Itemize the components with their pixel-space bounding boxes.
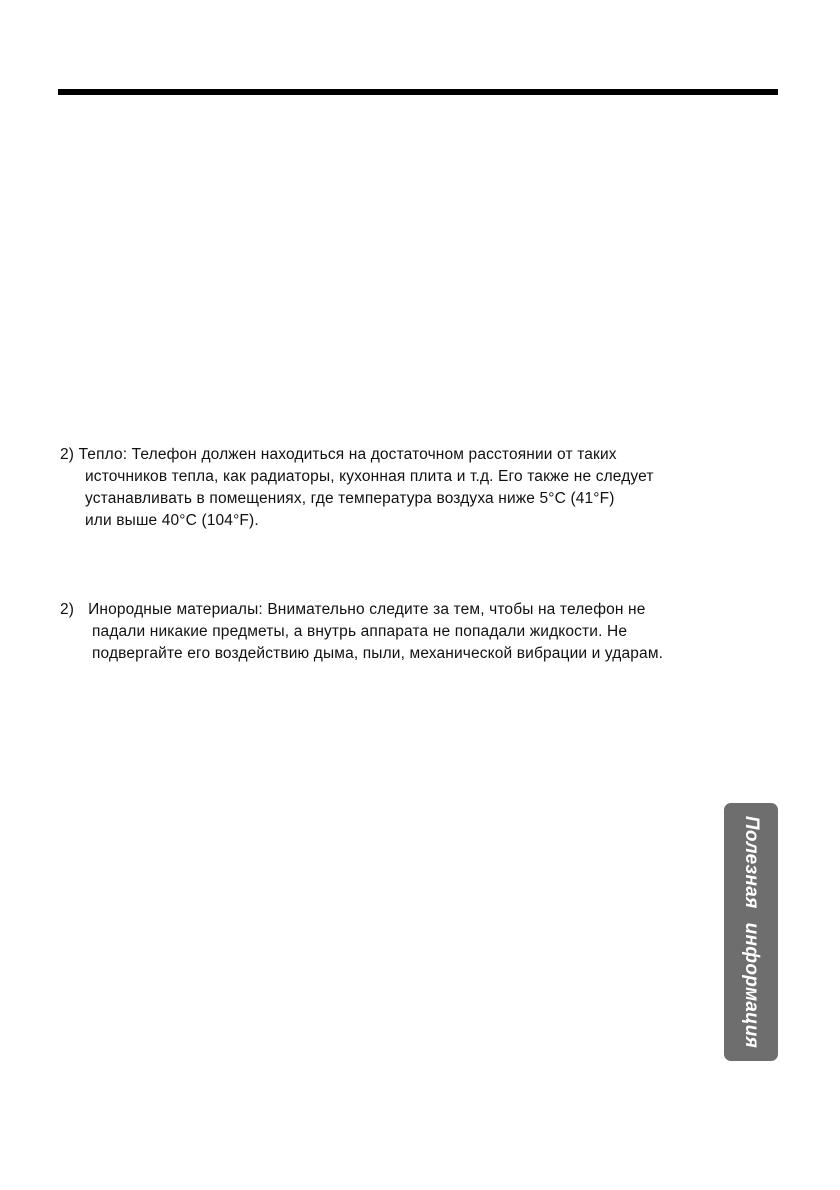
foreign-text-line-2: падали никакие предметы, а внутрь аппарата не попадали жидкости. Не <box>92 623 628 640</box>
foreign-materials-paragraph <box>60 599 663 665</box>
header-rule <box>58 89 778 95</box>
heat-text-line-3: устанавливать в помещениях, где температура воздуха ниже 5°C (41°F) <box>85 490 615 507</box>
heat-paragraph <box>60 444 654 532</box>
foreign-item-number: 2) <box>60 601 75 618</box>
heat-line-1 <box>60 444 654 466</box>
side-tab-word-1: Полезная <box>741 815 762 909</box>
heat-text-line-4: или выше 40°C (104°F). <box>85 512 259 529</box>
section-side-tab <box>724 803 778 1061</box>
heat-item-number: 2) <box>60 446 75 463</box>
foreign-text-line-3: подвергайте его воздействию дыма, пыли, механической вибрации и ударам. <box>92 645 664 662</box>
foreign-line-1 <box>60 599 663 621</box>
foreign-text-line-1: Инородные материалы: Внимательно следите за тем, чтобы на телефон не <box>88 601 646 618</box>
side-tab-word-2: информация <box>741 922 762 1049</box>
side-tab-label <box>740 816 762 1048</box>
heat-text-line-1: Тепло: Телефон должен находиться на достаточном расстоянии от таких <box>78 446 617 463</box>
heat-text-line-2: источников тепла, как радиаторы, кухонная плита и т.д. Его также не следует <box>85 468 654 485</box>
